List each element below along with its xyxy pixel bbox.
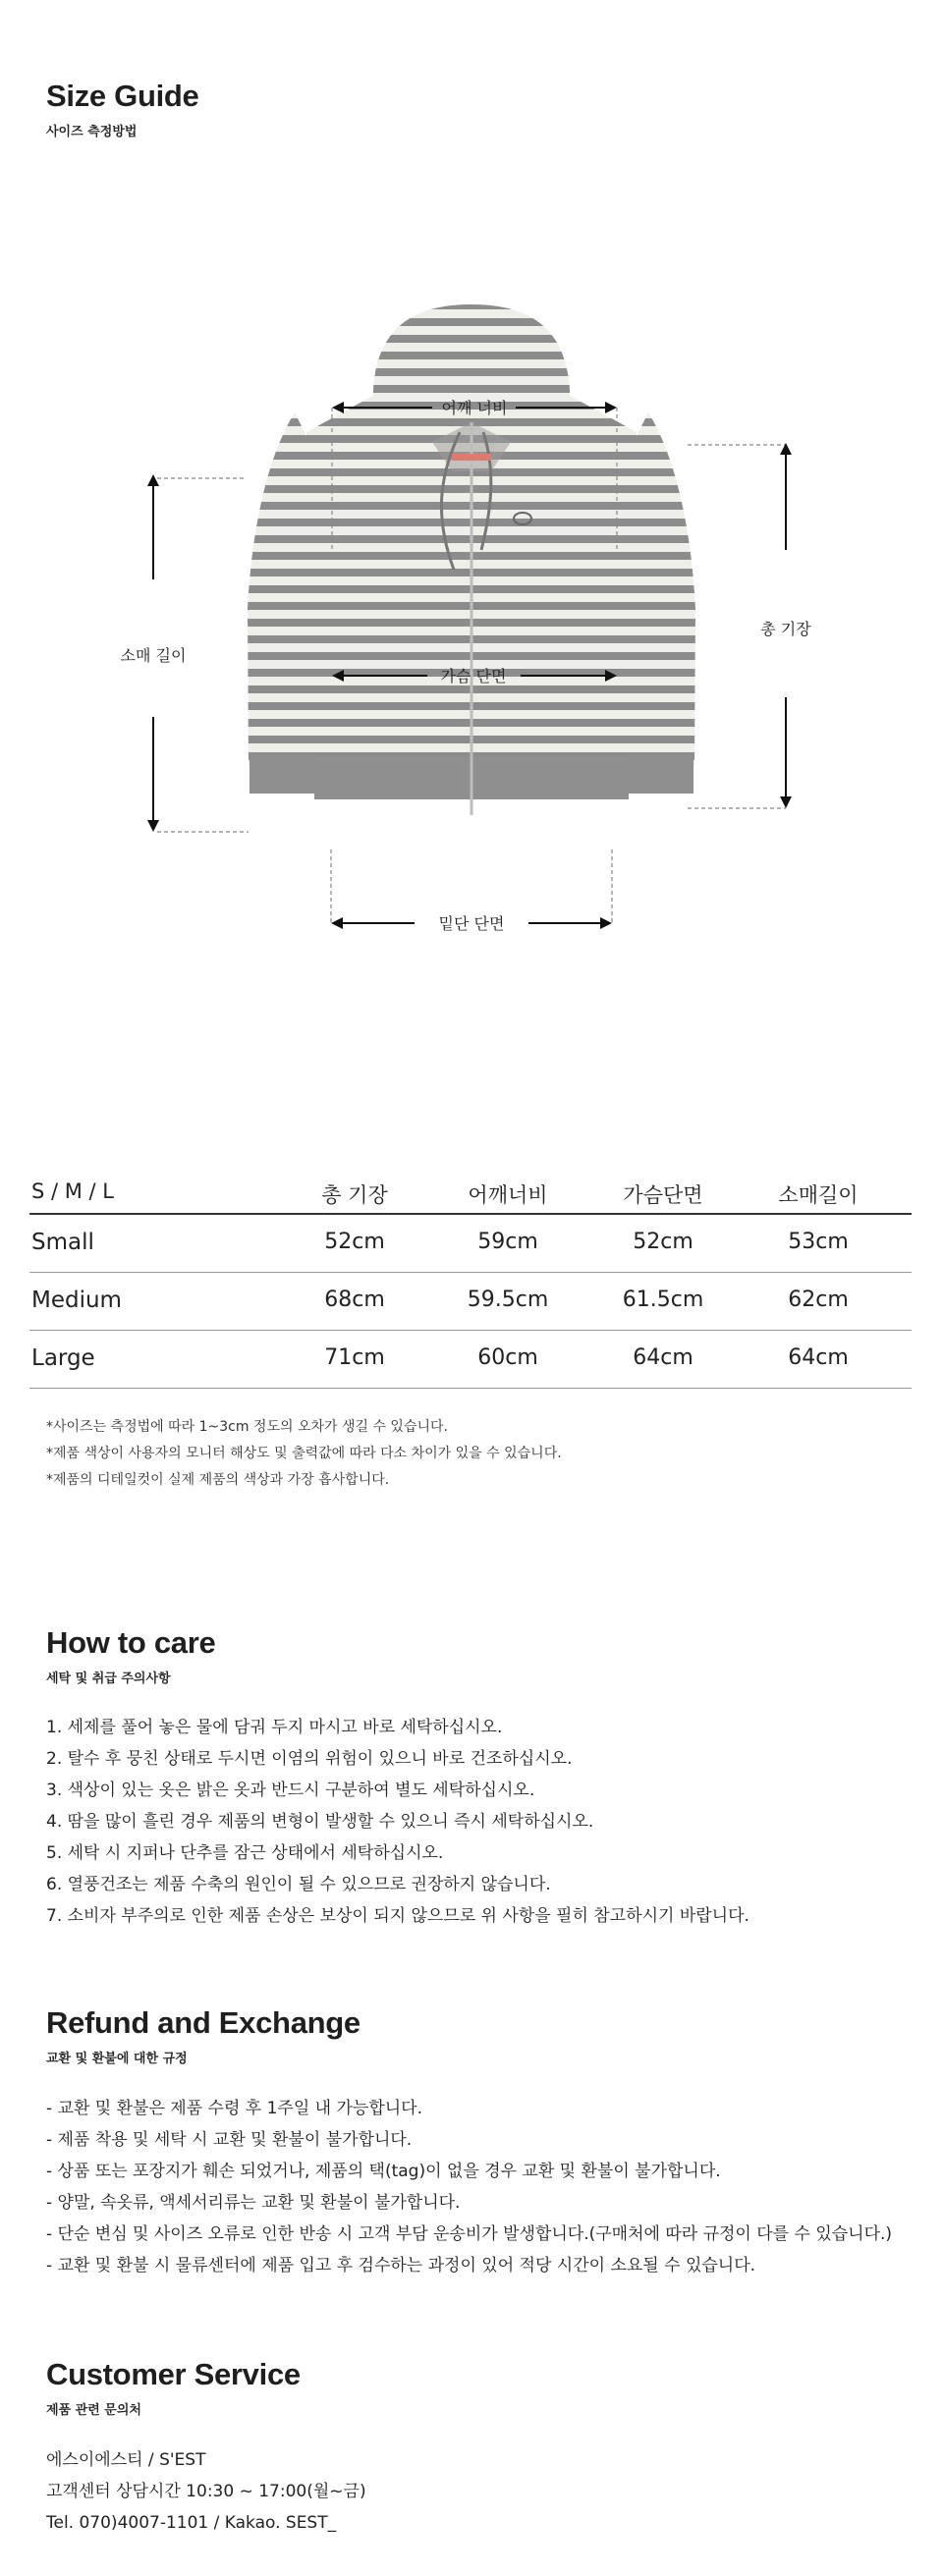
hem-width-label: 밑단 단면	[438, 914, 505, 933]
contact-info: Tel. 070)4007-1101 / Kakao. SEST_	[46, 2513, 337, 2533]
header-length: 총 기장	[321, 1183, 388, 1207]
care-list	[46, 1712, 749, 1932]
list-item: - 단순 변심 및 사이즈 오류로 인한 반송 시 고객 부담 운송비가 발생합니다.(구매처에 따라 규정이 다를 수 있습니다.)	[46, 2224, 893, 2244]
service-hours: 고객센터 상담시간 10:30 ~ 17:00(월~금)	[46, 2482, 366, 2501]
size-table	[29, 1172, 912, 1389]
row-size: Medium	[31, 1288, 122, 1313]
care-subtitle: 세탁 및 취급 주의사항	[46, 1672, 171, 1686]
shoulder-width-label: 어깨 너비	[441, 399, 508, 417]
header-shoulder: 어깨너비	[468, 1183, 548, 1207]
row-chest: 52cm	[633, 1230, 693, 1254]
list-item: 3. 색상이 있는 옷은 밝은 옷과 반드시 구분하여 별도 세탁하십시오.	[46, 1781, 535, 1800]
row-length: 52cm	[324, 1230, 385, 1254]
table-row	[29, 1215, 912, 1273]
row-shoulder: 60cm	[477, 1345, 538, 1370]
sleeve-length-measure	[121, 474, 249, 832]
total-length-measure	[688, 443, 811, 808]
size-measurement-diagram	[0, 285, 943, 972]
list-item: 4. 땀을 많이 흘린 경우 제품의 변형이 발생할 수 있으니 즉시 세탁하십시오.	[46, 1812, 594, 1832]
header-chest: 가슴단면	[623, 1183, 703, 1207]
list-item: 6. 열풍건조는 제품 수축의 원인이 될 수 있으므로 권장하지 않습니다.	[46, 1875, 551, 1894]
row-size: Small	[31, 1230, 94, 1255]
list-item: - 교환 및 환불은 제품 수령 후 1주일 내 가능합니다.	[46, 2099, 423, 2118]
row-length: 71cm	[324, 1345, 385, 1370]
list-item: 7. 소비자 부주의로 인한 제품 손상은 보상이 되지 않으므로 위 사항을 필히 참고하시기 바랍니다.	[46, 1906, 749, 1926]
list-item: - 양말, 속옷류, 액세서리류는 교환 및 환불이 불가합니다.	[46, 2193, 461, 2213]
size-guide-subtitle: 사이즈 측정방법	[46, 125, 138, 139]
row-sleeve: 53cm	[788, 1230, 849, 1254]
care-title: How to care	[46, 1625, 216, 1660]
company-name: 에스이에스티 / S'EST	[46, 2450, 206, 2470]
list-item: - 상품 또는 포장지가 훼손 되었거나, 제품의 택(tag)이 없을 경우 교환 및 환불이 불가합니다.	[46, 2162, 721, 2181]
refund-subtitle: 교환 및 환불에 대한 규정	[46, 2052, 188, 2066]
note-line: *제품 색상이 사용자의 모니터 해상도 및 출력값에 따라 다소 차이가 있을 수 있습니다.	[46, 1446, 562, 1461]
total-length-label: 총 기장	[760, 620, 811, 638]
row-sleeve: 64cm	[788, 1345, 849, 1370]
row-chest: 61.5cm	[622, 1288, 704, 1312]
refund-title: Refund and Exchange	[46, 2005, 361, 2040]
sleeve-length-label: 소매 길이	[120, 646, 187, 665]
service-subtitle: 제품 관련 문의처	[46, 2403, 141, 2418]
size-guide-title: Size Guide	[46, 79, 199, 113]
refund-list	[46, 2093, 892, 2281]
note-line: *제품의 디테일컷이 실제 제품의 색상과 가장 흡사합니다.	[46, 1472, 390, 1488]
list-item: - 제품 착용 및 세탁 시 교환 및 환불이 불가합니다.	[46, 2130, 413, 2150]
list-item: 2. 탈수 후 뭉친 상태로 두시면 이염의 위험이 있으니 바로 건조하십시오.	[46, 1749, 573, 1769]
list-item: 1. 세제를 풀어 놓은 물에 담궈 두지 마시고 바로 세탁하십시오.	[46, 1718, 503, 1737]
service-info	[46, 2444, 366, 2539]
row-shoulder: 59.5cm	[467, 1288, 549, 1312]
header-size: S / M / L	[31, 1179, 114, 1203]
list-item: - 교환 및 환불 시 물류센터에 제품 입고 후 검수하는 과정이 있어 적당 시간이 소요될 수 있습니다.	[46, 2256, 756, 2275]
header-sleeve: 소매길이	[778, 1183, 859, 1207]
hoodie-illustration	[248, 304, 695, 815]
chest-width-label: 가슴 단면	[440, 667, 507, 685]
service-title: Customer Service	[46, 2357, 301, 2391]
table-row	[29, 1273, 912, 1331]
size-notes	[46, 1414, 562, 1494]
row-chest: 64cm	[633, 1345, 693, 1370]
hem-width-measure	[331, 850, 612, 933]
row-sleeve: 62cm	[788, 1288, 849, 1312]
row-length: 68cm	[324, 1288, 385, 1312]
note-line: *사이즈는 측정법에 따라 1~3cm 정도의 오차가 생길 수 있습니다.	[46, 1419, 448, 1435]
row-size: Large	[31, 1345, 95, 1371]
list-item: 5. 세탁 시 지퍼나 단추를 잠근 상태에서 세탁하십시오.	[46, 1843, 444, 1863]
row-shoulder: 59cm	[477, 1230, 538, 1254]
table-row	[29, 1331, 912, 1389]
size-table-header	[29, 1172, 912, 1215]
